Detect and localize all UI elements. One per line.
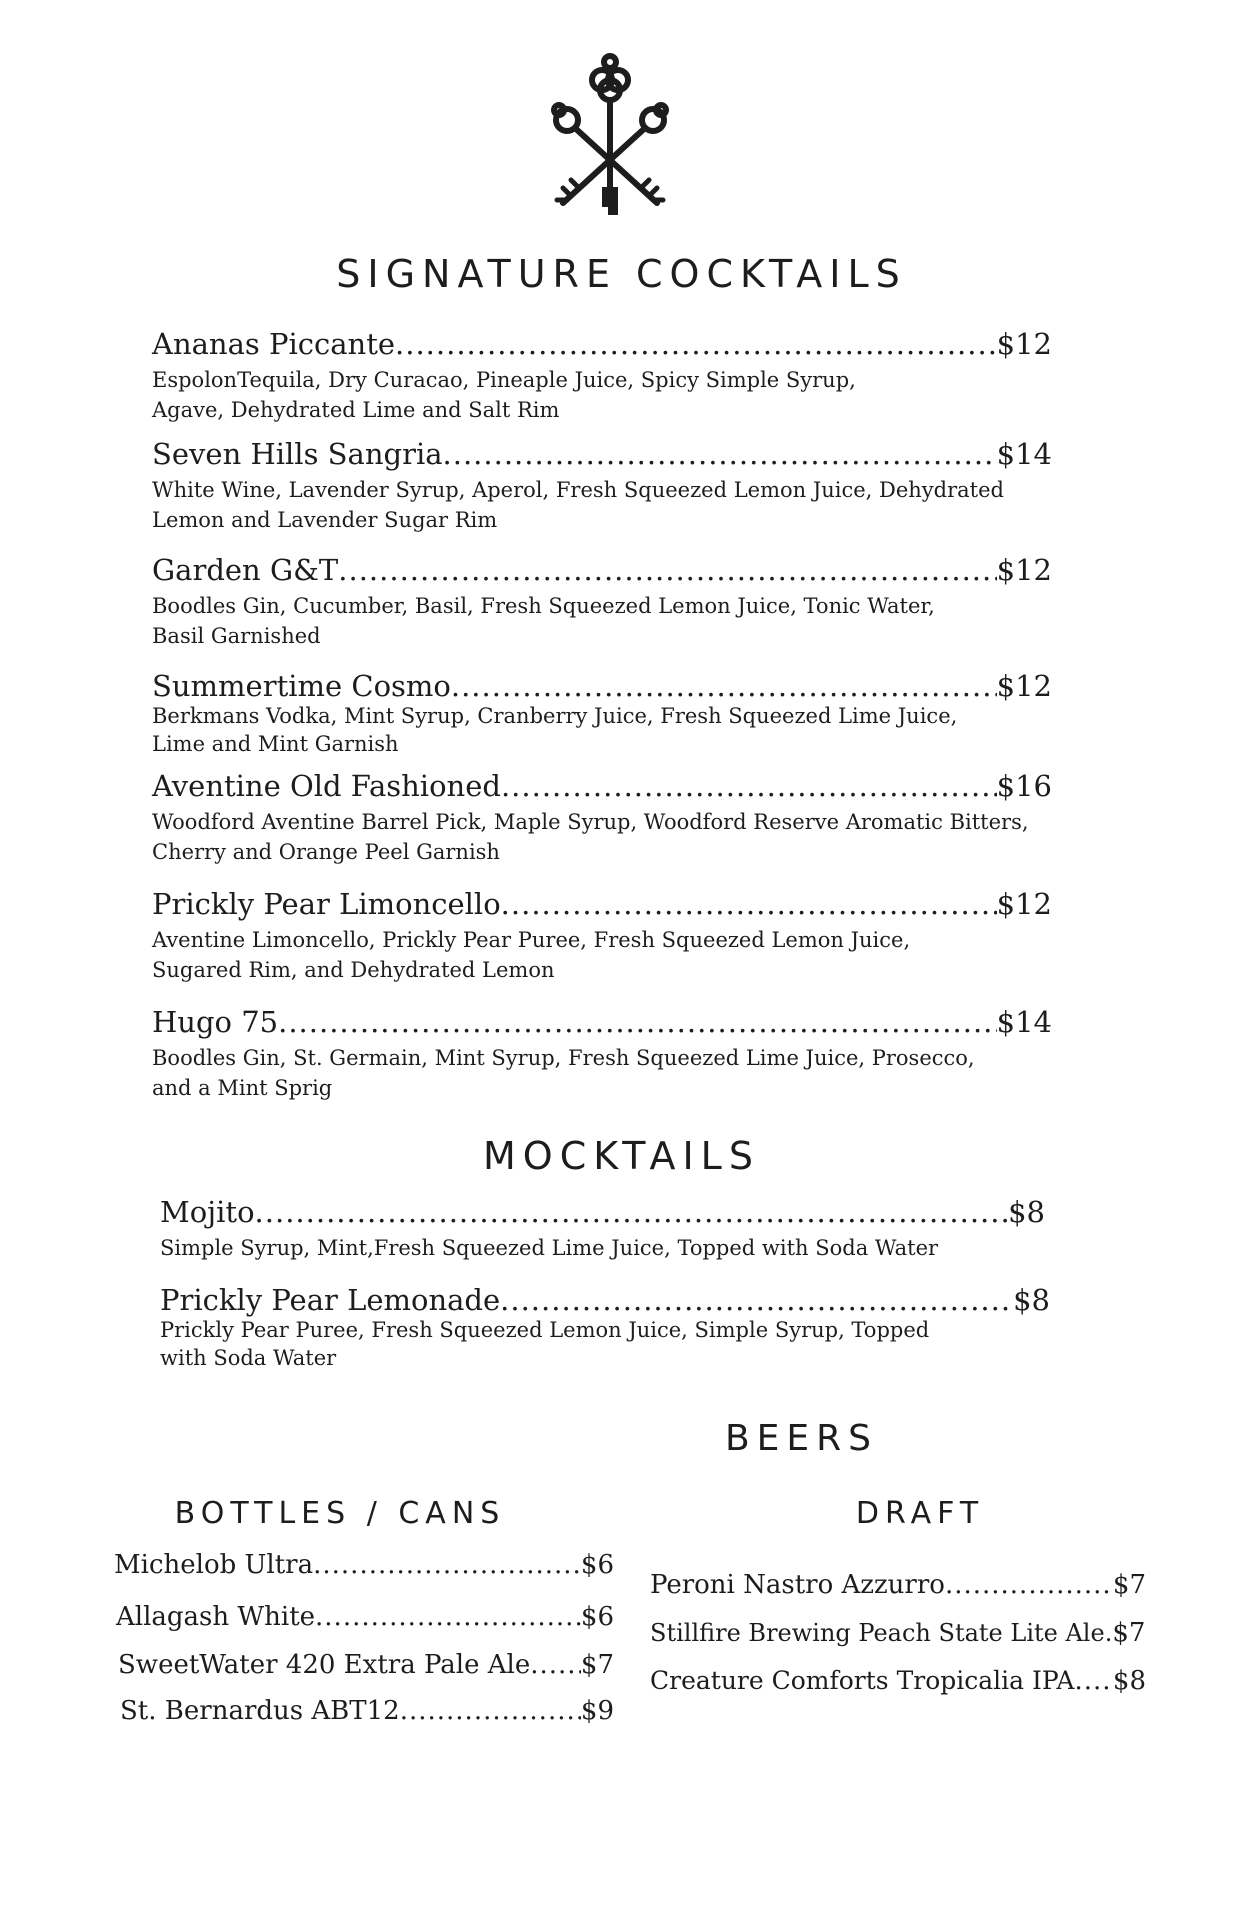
item-price: $8	[1013, 1283, 1050, 1317]
item-name: Aventine Old Fashioned	[152, 769, 501, 803]
signature-cocktails-title: SIGNATURE COCKTAILS	[336, 252, 907, 296]
dot-leader	[338, 552, 996, 588]
menu-item-prickly-pear-lemonade	[160, 1282, 1050, 1372]
dot-leader	[1074, 1664, 1112, 1698]
item-name: Allagash White	[116, 1602, 316, 1632]
item-name: Michelob Ultra	[114, 1550, 314, 1580]
dot-leader	[530, 1648, 581, 1682]
item-price: $14	[996, 437, 1052, 471]
item-name: SweetWater 420 Extra Pale Ale	[118, 1650, 531, 1680]
menu-item-prickly-pear-limoncello	[152, 886, 1052, 985]
menu-item-garden-gt	[152, 552, 1052, 651]
item-price: $12	[996, 553, 1052, 587]
item-description: White Wine, Lavender Syrup, Aperol, Fresh Squeezed Lemon Juice, Dehydrated Lemon and Lavender Sugar Rim	[152, 478, 1004, 532]
item-price: $7	[1112, 1570, 1146, 1600]
dot-leader	[255, 1194, 1009, 1230]
mocktails-title: MOCKTAILS	[483, 1134, 760, 1178]
item-description: Simple Syrup, Mint,Fresh Squeezed Lime Juice, Topped with Soda Water	[160, 1236, 939, 1260]
item-price: $6	[580, 1550, 614, 1580]
item-price: $8	[1008, 1195, 1045, 1229]
dot-leader	[945, 1568, 1113, 1602]
bottles-cans-title: BOTTLES / CANS	[174, 1496, 506, 1531]
menu-item-seven-hills-sangria	[152, 436, 1052, 535]
dot-leader	[315, 1600, 581, 1634]
item-description: EspolonTequila, Dry Curacao, Pineaple Juice, Spicy Simple Syrup, Agave, Dehydrated Lime and Salt Rim	[152, 368, 856, 422]
dot-leader	[501, 768, 997, 804]
menu-item-aventine-old-fashioned	[152, 768, 1052, 867]
item-price: $12	[996, 887, 1052, 921]
item-price: $7	[1112, 1618, 1146, 1648]
item-name: Garden G&T	[152, 553, 339, 587]
item-description: Boodles Gin, St. Germain, Mint Syrup, Fresh Squeezed Lime Juice, Prosecco, and a Mint Sprig	[152, 1046, 975, 1100]
beer-item-sweetwater-420	[118, 1648, 614, 1682]
dot-leader	[278, 1004, 997, 1040]
item-name: Mojito	[160, 1195, 255, 1229]
item-name: Stillfire Brewing Peach State Lite Ale.	[650, 1619, 1113, 1647]
draft-title: DRAFT	[855, 1496, 985, 1531]
item-price: $14	[996, 1005, 1052, 1039]
dot-leader	[313, 1548, 581, 1582]
item-name: St. Bernardus ABT12	[120, 1696, 400, 1726]
item-description: Aventine Limoncello, Prickly Pear Puree, Fresh Squeezed Lemon Juice, Sugared Rim, and Dehydrated Lemon	[152, 928, 911, 982]
dot-leader	[443, 436, 997, 472]
item-name: Peroni Nastro Azzurro	[650, 1570, 945, 1600]
item-price: $6	[580, 1602, 614, 1632]
beer-item-creature-comforts-tropicalia	[650, 1664, 1146, 1698]
item-price: $16	[996, 769, 1052, 803]
item-name: Seven Hills Sangria	[152, 437, 443, 471]
item-name: Ananas Piccante	[152, 327, 396, 361]
beer-item-stillfire-peach-state	[650, 1616, 1146, 1650]
item-price: $12	[996, 327, 1052, 361]
menu-item-hugo-75	[152, 1004, 1052, 1103]
dot-leader	[451, 668, 997, 704]
dot-leader	[400, 1694, 581, 1728]
beer-item-peroni-nastro-azzurro	[650, 1568, 1146, 1602]
item-name: Summertime Cosmo	[152, 669, 451, 703]
beer-item-st-bernardus-abt12	[120, 1694, 614, 1728]
menu-item-summertime-cosmo	[152, 668, 1052, 758]
dot-leader	[500, 1282, 1013, 1318]
item-description: Boodles Gin, Cucumber, Basil, Fresh Squeezed Lemon Juice, Tonic Water, Basil Garnished	[152, 594, 935, 648]
item-price: $8	[1112, 1666, 1146, 1696]
dot-leader	[501, 886, 997, 922]
item-description: Woodford Aventine Barrel Pick, Maple Syrup, Woodford Reserve Aromatic Bitters, Cherry and Orange Peel Garnish	[152, 810, 1029, 864]
crossed-keys-icon	[545, 48, 675, 223]
dot-leader	[395, 326, 997, 362]
menu-item-mojito	[160, 1194, 1045, 1263]
item-price: $12	[996, 669, 1052, 703]
beer-item-michelob-ultra	[114, 1548, 614, 1582]
item-price: $9	[580, 1696, 614, 1726]
beers-title: BEERS	[724, 1418, 879, 1459]
item-description: Prickly Pear Puree, Fresh Squeezed Lemon Juice, Simple Syrup, Topped with Soda Water	[160, 1318, 930, 1370]
item-name: Hugo 75	[152, 1005, 279, 1039]
item-name: Creature Comforts Tropicalia IPA	[650, 1666, 1075, 1695]
menu-item-ananas-piccante	[152, 326, 1052, 425]
item-name: Prickly Pear Lemonade	[160, 1283, 501, 1317]
beer-item-allagash-white	[116, 1600, 614, 1634]
item-name: Prickly Pear Limoncello	[152, 887, 501, 921]
item-description: Berkmans Vodka, Mint Syrup, Cranberry Juice, Fresh Squeezed Lime Juice, Lime and Mint Garnish	[152, 704, 958, 756]
item-price: $7	[580, 1650, 614, 1680]
